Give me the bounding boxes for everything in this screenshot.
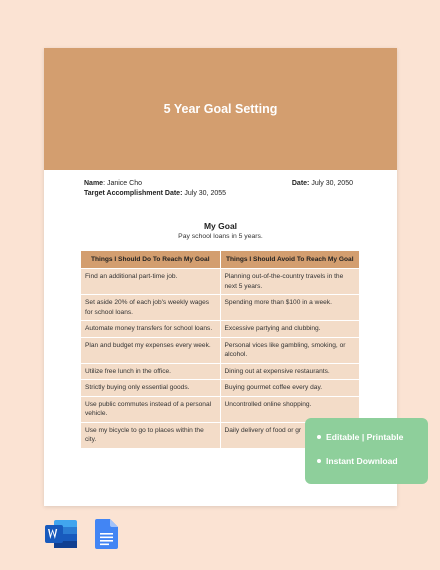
target-value: July 30, 2055 bbox=[184, 190, 227, 197]
name-value: Janice Cho bbox=[106, 180, 142, 187]
table-cell-avoid: Daily delivery of food or gr bbox=[220, 422, 360, 448]
table-cell-avoid: Buying gourmet coffee every day. bbox=[220, 380, 360, 397]
target-line bbox=[84, 189, 353, 199]
column-header-do: Things I Should Do To Reach My Goal bbox=[81, 251, 221, 269]
table-row bbox=[81, 337, 360, 363]
table-cell-do: Plan and budget my expenses every week. bbox=[81, 337, 221, 363]
feature-editable-label: Editable | Printable bbox=[326, 432, 404, 442]
date-line bbox=[292, 179, 353, 189]
table-row bbox=[81, 363, 360, 380]
table-row bbox=[81, 295, 360, 321]
table-cell-do: Utilize free lunch in the office. bbox=[81, 363, 221, 380]
table-cell-avoid: Personal vices like gambling, smoking, or alcohol. bbox=[220, 337, 360, 363]
table-row bbox=[81, 380, 360, 397]
table-row bbox=[81, 321, 360, 338]
table-cell-avoid: Excessive partying and clubbing. bbox=[220, 321, 360, 338]
document-title: 5 Year Goal Setting bbox=[163, 102, 278, 116]
bullet-icon bbox=[317, 459, 321, 463]
target-label: Target Accomplishment Date: bbox=[84, 190, 183, 197]
goal-heading: My Goal bbox=[203, 221, 238, 231]
table-cell-avoid: Spending more than $100 in a week. bbox=[220, 295, 360, 321]
table-cell-do: Set aside 20% of each job's weekly wages for school loans. bbox=[81, 295, 221, 321]
meta-block bbox=[84, 179, 353, 199]
table-cell-do: Automate money transfers for school loans. bbox=[81, 321, 221, 338]
feature-download bbox=[317, 456, 398, 466]
table-cell-do: Strictly buying only essential goods. bbox=[81, 380, 221, 397]
title-banner bbox=[44, 48, 397, 170]
bullet-icon bbox=[317, 435, 321, 439]
table-cell-do: Find an additional part-time job. bbox=[81, 269, 221, 295]
table-cell-avoid: Planning out-of-the-country travels in the next 5 years. bbox=[220, 269, 360, 295]
table-cell-avoid: Dining out at expensive restaurants. bbox=[220, 363, 360, 380]
name-line: Name: Janice Cho bbox=[84, 180, 142, 187]
table-cell-avoid: Uncontrolled online shopping. bbox=[220, 396, 360, 422]
name-label: Name bbox=[84, 180, 104, 187]
google-docs-icon[interactable] bbox=[95, 519, 118, 549]
goal-text: Pay school loans in 5 years. bbox=[178, 233, 263, 240]
table-cell-do: Use my bicycle to go to places within the city. bbox=[81, 422, 221, 448]
date-label: Date: bbox=[291, 180, 310, 187]
table-row bbox=[81, 269, 360, 295]
feature-download-label: Instant Download bbox=[326, 456, 398, 466]
column-header-avoid: Things I Should Avoid To Reach My Goal bbox=[220, 251, 360, 269]
table-header-row bbox=[81, 251, 360, 269]
table-cell-do: Use public commutes instead of a personal vehicle. bbox=[81, 396, 221, 422]
date-value: July 30, 2050 bbox=[311, 180, 353, 187]
feature-editable bbox=[317, 432, 403, 442]
features-badge bbox=[305, 418, 428, 484]
word-icon[interactable] bbox=[45, 519, 78, 549]
